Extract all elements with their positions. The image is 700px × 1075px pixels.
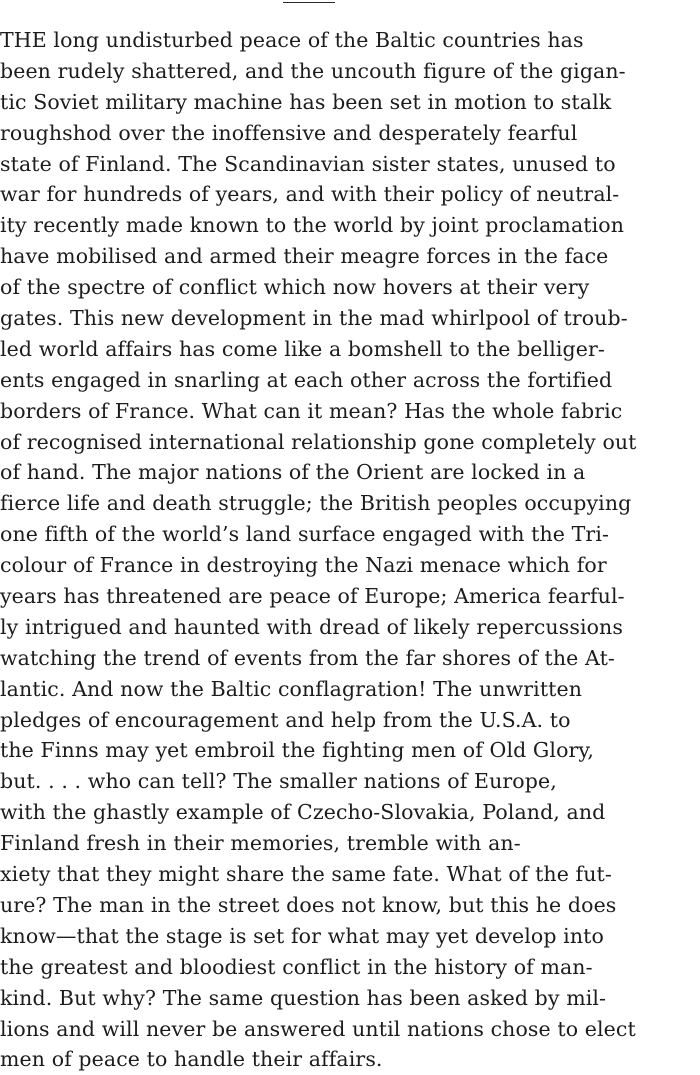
text-line: one fifth of the world’s land surface engaged with the Tri- [0, 522, 609, 547]
text-line: lions and will never be answered until nations chose to elect [0, 1016, 636, 1041]
text-line: gates. This new development in the mad whirlpool of troub- [0, 306, 628, 331]
text-line: fierce life and death struggle; the British peoples occupying [0, 491, 632, 516]
text-line: state of Finland. The Scandinavian sister states, unused to [0, 151, 616, 176]
text-line: roughshod over the inoffensive and desperately fearful [0, 120, 578, 145]
article-body [0, 25, 700, 1075]
text-line: ents engaged in snarling at each other across the fortified [0, 367, 613, 392]
text-line: with the ghastly example of Czecho-Slovakia, Poland, and [0, 800, 606, 825]
text-line: tic Soviet military machine has been set in motion to stalk [0, 89, 612, 114]
text-line: lantic. And now the Baltic conflagration! The unwritten [0, 676, 583, 701]
text-line: war for hundreds of years, and with their policy of neutral- [0, 182, 620, 207]
text-line: of hand. The major nations of the Orient are locked in a [0, 460, 586, 485]
text-line: kind. But why? The same question has been asked by mil- [0, 985, 607, 1010]
text-line: of the spectre of conflict which now hovers at their very [0, 275, 590, 300]
text-line: colour of France in destroying the Nazi menace which for [0, 553, 607, 578]
text-line: Finland fresh in their memories, tremble with an- [0, 831, 521, 856]
text-line: the greatest and bloodiest conflict in the history of man- [0, 954, 593, 979]
text-line: xiety that they might share the same fate. What of the fut- [0, 862, 612, 887]
text-line: watching the trend of events from the far shores of the At- [0, 645, 615, 670]
text-line: know—that the stage is set for what may yet develop into [0, 923, 604, 948]
text-line: of recognised international relationship gone completely out [0, 429, 637, 454]
top-rule-divider [283, 2, 335, 3]
text-line: led world affairs has come like a bomshell to the belliger- [0, 336, 605, 361]
text-line: been rudely shattered, and the uncouth figure of the gigan- [0, 58, 626, 83]
text-line: ure? The man in the street does not know, but this he does [0, 892, 617, 917]
text-line: men of peace to handle their affairs. [0, 1047, 383, 1072]
text-line: pledges of encouragement and help from the U.S.A. to [0, 707, 571, 732]
text-line: THE long undisturbed peace of the Baltic countries has [0, 28, 584, 52]
text-line: ity recently made known to the world by joint proclamation [0, 213, 625, 238]
text-line: borders of France. What can it mean? Has the whole fabric [0, 398, 623, 423]
text-line: have mobilised and armed their meagre forces in the face [0, 244, 609, 269]
text-line: years has threatened are peace of Europe; America fearful- [0, 584, 625, 609]
text-line: the Finns may yet embroil the fighting men of Old Glory, [0, 738, 594, 763]
text-line: ly intrigued and haunted with dread of likely repercussions [0, 614, 623, 639]
text-line: but. . . . who can tell? The smaller nations of Europe, [0, 769, 557, 794]
